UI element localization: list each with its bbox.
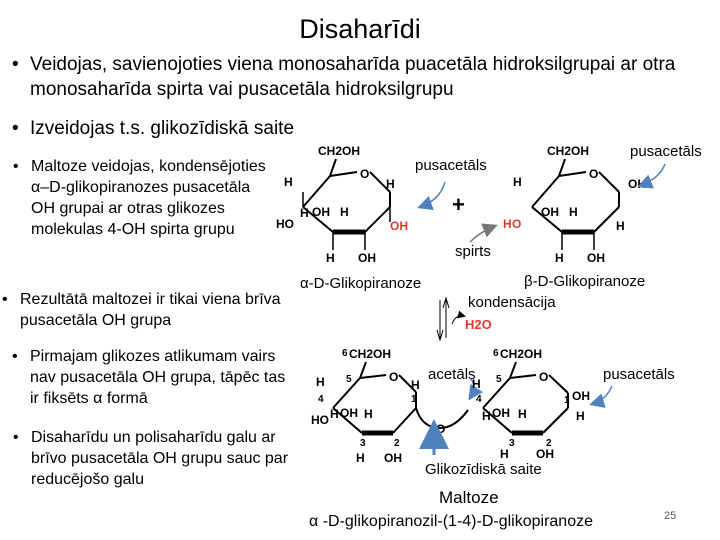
oh-text: OH — [541, 205, 559, 219]
pusacetals-arrow-3 — [592, 386, 612, 404]
oh-text: OH — [340, 406, 358, 420]
oh-text: OH — [492, 406, 510, 420]
bullet-dot: • — [12, 348, 18, 365]
h-text: H — [330, 407, 339, 421]
h-text-red: H — [503, 217, 512, 231]
h-text: H — [340, 205, 349, 219]
c2-number: 2 — [546, 438, 552, 449]
spirts-arrow — [470, 226, 495, 242]
bullet-left-3-text: Pirmajam glikozes atlikumam vairs nav pusacetāla OH grupa, tāpēc tas ir fiksēts α formā — [30, 348, 286, 407]
bullet-dot: • — [13, 429, 19, 446]
h-text: H — [576, 409, 585, 423]
maltose-right-ring — [472, 347, 590, 461]
bullet-dot: • — [12, 118, 19, 139]
bullet-dot: • — [13, 158, 19, 175]
c5-number: 5 — [496, 374, 502, 385]
label-maltoze: Maltoze — [439, 488, 499, 507]
c4-number: 4 — [476, 394, 482, 405]
ho-text: HO — [276, 217, 294, 231]
o-text-red: O — [512, 217, 522, 231]
c1-number: 1 — [564, 395, 570, 406]
h-text: H — [364, 407, 373, 421]
label-spirts: spirts — [455, 243, 491, 260]
page-number: 25 — [664, 510, 677, 522]
c4-number: 4 — [318, 394, 324, 405]
bridge-o-text: O — [436, 422, 446, 436]
label-acetals: acetāls — [428, 366, 476, 383]
bullet-left-1-text: Maltoze veidojas, kondensējoties α–D-glikopiranozes pusacetāla OH grupai ar otras glikozes molekulas 4-OH spirta grupu — [31, 158, 266, 238]
label-alpha-name: α-D-Glikopiranoze — [300, 275, 422, 292]
h-text: H — [316, 375, 325, 389]
h-text: H — [411, 378, 420, 392]
ch2oh-text: CH2OH — [547, 144, 590, 158]
alpha-glucopyranose-ring — [276, 144, 408, 265]
h-text: H — [386, 177, 395, 191]
c2-number: 2 — [394, 438, 400, 449]
bullet-dot: • — [12, 54, 19, 75]
h-text: H — [300, 206, 309, 220]
bullet-top-2-text: Izveidojas t.s. glikozīdiskā saite — [30, 118, 295, 139]
ring-o-text: O — [589, 167, 599, 181]
oh-text: OH — [536, 447, 554, 461]
h-text: H — [518, 407, 527, 421]
oh-text: OH — [587, 251, 605, 265]
ch2oh-text: CH2OH — [500, 347, 543, 361]
label-pusacetals-2: pusacetāls — [630, 143, 702, 160]
bullet-left-2-text: Rezultātā maltozei ir tikai viena brīva pusacetāla OH grupa — [20, 291, 281, 329]
h-text: H — [500, 447, 509, 461]
h-text: H — [513, 175, 522, 189]
h-text: H — [356, 451, 365, 465]
c5-number: 5 — [346, 374, 352, 385]
water-text: H2O — [465, 317, 492, 332]
beta-glucopyranose-ring — [503, 144, 646, 265]
slide-title: Disaharīdi — [299, 14, 421, 44]
c3-number: 3 — [509, 438, 515, 449]
h-text: H — [569, 205, 578, 219]
bullet-top-1-text: Veidojas, savienojoties viena monosaharīda puacetāla hidroksilgrupai ar otra monosaharīda spirta vai pusacetāla hidroksilgrupu — [30, 54, 676, 100]
c1-number: 1 — [411, 394, 417, 405]
bullet-dot: • — [2, 291, 8, 308]
h-text: H — [555, 251, 564, 265]
label-maltoze-full: α -D-glikopiranozil-(1-4)-D-glikopiranoze — [309, 513, 593, 530]
h-text: H — [616, 219, 625, 233]
ch2oh-text: CH2OH — [349, 347, 392, 361]
c6-number: 6 — [493, 348, 499, 359]
ch2oh-text: CH2OH — [318, 144, 361, 158]
pusacetals-arrow-1 — [420, 182, 445, 207]
oh-text: OH — [572, 389, 590, 403]
ho-text: HO — [311, 413, 329, 427]
oh-text: OH — [628, 177, 646, 191]
oh-text: OH — [384, 451, 402, 465]
bullet-left-4-text: Disaharīdu un polisaharīdu galu ar brīvo pusacetāla OH grupu sauc par reducējošo galu — [31, 429, 289, 488]
h-text: H — [326, 251, 335, 265]
ring-o-text: O — [360, 167, 370, 181]
oh-text-red: OH — [390, 219, 408, 233]
maltose-left-ring — [311, 347, 420, 465]
label-kondensacija: kondensācija — [468, 294, 556, 311]
label-pusacetals-3: pusacetāls — [603, 366, 675, 383]
c6-number: 6 — [342, 348, 348, 359]
label-pusacetals-1: pusacetāls — [415, 157, 487, 174]
h-text: H — [482, 409, 491, 423]
c3-number: 3 — [360, 438, 366, 449]
oh-text: OH — [358, 251, 376, 265]
ring-o-text: O — [539, 370, 549, 384]
oh-text: OH — [312, 205, 330, 219]
plus-sign: + — [452, 192, 465, 217]
label-beta-name: β-D-Glikopiranoze — [524, 273, 646, 290]
h-text: H — [284, 175, 293, 189]
label-glikozidiska-saite: Glikozīdiskā saite — [425, 461, 542, 478]
h-text: H — [472, 377, 481, 391]
ring-o-text: O — [389, 370, 399, 384]
